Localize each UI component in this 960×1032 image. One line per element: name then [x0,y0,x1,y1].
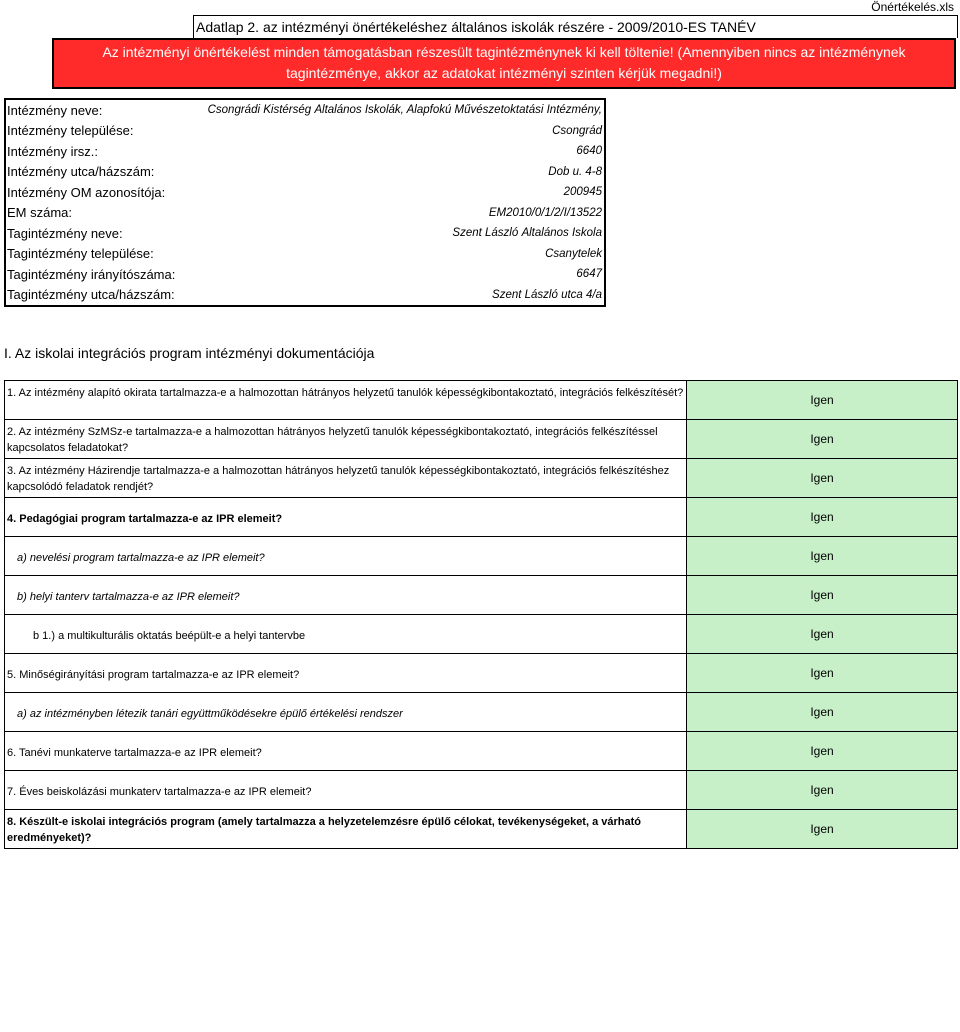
title-block [102,15,958,81]
question-text: b) helyi tanterv tartalmazza-e az IPR elemeit? [17,591,240,603]
question-text: a) az intézményben létezik tanári együttműködésekre épülő értékelési rendszer [17,708,403,720]
question-row [5,615,957,654]
info-value-city[interactable]: Csongrád [552,124,602,137]
info-label: Intézmény irsz.: [7,143,99,159]
info-value-em[interactable]: EM2010/0/1/2/I/13522 [488,206,602,219]
answer-cell[interactable]: Igen [686,732,957,770]
info-label: Intézmény neve: [7,102,103,118]
question-row [5,537,957,576]
answer-cell[interactable]: Igen [686,771,957,809]
info-row-om [6,182,604,203]
info-row-street [6,162,604,183]
question-text: 6. Tanévi munkaterve tartalmazza-e az IPR elemeit? [7,747,262,759]
question-row [5,576,957,615]
question-row [5,810,957,848]
answer-cell[interactable]: Igen [686,615,957,653]
info-value-zip[interactable]: 6640 [576,145,602,158]
institution-info-table [4,98,606,307]
question-row [5,498,957,537]
answer-cell[interactable]: Igen [686,810,957,848]
question-row [5,771,957,810]
info-value-member-name[interactable]: Szent László Általános Iskola [452,227,602,240]
question-text: 5. Minőségirányítási program tartalmazza-e az IPR elemeit? [7,669,300,681]
question-text: 3. Az intézmény Házirendje tartalmazza-e a halmozottan hátrányos helyzetű tanulók képességkibontakoztató, integrációs felkészítéshez kapcsolódó feladatok rendjét? [7,465,670,493]
info-label: Tagintézmény települése: [7,246,154,262]
info-label: EM száma: [7,205,73,221]
question-row [5,693,957,732]
answer-cell[interactable]: Igen [686,576,957,614]
info-value-street[interactable]: Dob u. 4-8 [548,165,602,178]
answer-cell[interactable]: Igen [686,381,957,419]
info-row-member-street [6,285,604,306]
info-row-zip [6,141,604,162]
info-row-member-city [6,244,604,265]
question-row [5,459,957,498]
info-row-name [6,100,604,121]
info-label: Tagintézmény utca/házszám: [7,287,175,303]
answer-cell[interactable]: Igen [686,654,957,692]
question-row [5,654,957,693]
info-label: Intézmény települése: [7,123,134,139]
notice-banner [52,38,956,89]
info-value-member-city[interactable]: Csanytelek [545,247,602,260]
info-value-member-street[interactable]: Szent László utca 4/a [492,288,602,301]
info-label: Tagintézmény neve: [7,225,123,241]
question-text: b 1.) a multikulturális oktatás beépült-e a helyi tantervbe [33,630,306,642]
page-title: Adatlap 2. az intézményi önértékeléshez általános iskolák részére - 2009/2010-ES TANÉV [193,15,958,38]
info-row-member-zip [6,264,604,285]
info-label: Intézmény utca/házszám: [7,164,155,180]
question-row [5,732,957,771]
file-name: Önértékelés.xls [871,0,954,14]
info-row-member-name [6,223,604,244]
questions-table [4,380,958,849]
info-row-em [6,203,604,224]
question-row [5,420,957,459]
info-value-name[interactable]: Csongrádi Kistérség Általános Iskolák, Alapfokú Művészetoktatási Intézmény, [207,104,602,117]
answer-cell[interactable]: Igen [686,498,957,536]
question-row [5,381,957,420]
info-label: Intézmény OM azonosítója: [7,184,166,200]
info-value-om[interactable]: 200945 [563,186,602,199]
notice-line-1: Az intézményi önértékelést minden támogatásban részesült tagintézménynek ki kell töltenie! (Amennyiben nincs az intézménynek [102,44,906,60]
answer-cell[interactable]: Igen [686,693,957,731]
question-text: 7. Éves beiskolázási munkaterv tartalmazza-e az IPR elemeit? [7,786,312,798]
info-row-city [6,121,604,142]
info-label: Tagintézmény irányítószáma: [7,266,176,282]
answer-cell[interactable]: Igen [686,459,957,497]
notice-line-2: tagintézménye, akkor az adatokat intézményi szinten kérjük megadni!) [286,65,722,81]
question-text: 2. Az intézmény SzMSz-e tartalmazza-e a halmozottan hátrányos helyzetű tanulók képességkibontakoztató, integrációs felkészítéssel kapcsolatos feladatokat? [7,426,658,454]
question-text: a) nevelési program tartalmazza-e az IPR elemeit? [17,552,265,564]
info-value-member-zip[interactable]: 6647 [576,268,602,281]
answer-cell[interactable]: Igen [686,420,957,458]
question-text: 1. Az intézmény alapító okirata tartalmazza-e a halmozottan hátrányos helyzetű tanulók képességkibontakoztató, integrációs felkészítését? [7,387,684,399]
answer-cell[interactable]: Igen [686,537,957,575]
question-text: 8. Készült-e iskolai integrációs program (amely tartalmazza a helyzetelemzésre épülő célokat, tevékenységeket, a várható eredményeket)? [7,816,641,844]
section-title: I. Az iskolai integrációs program intézményi dokumentációja [4,345,375,361]
question-text: 4. Pedagógiai program tartalmazza-e az IPR elemeit? [7,513,283,525]
